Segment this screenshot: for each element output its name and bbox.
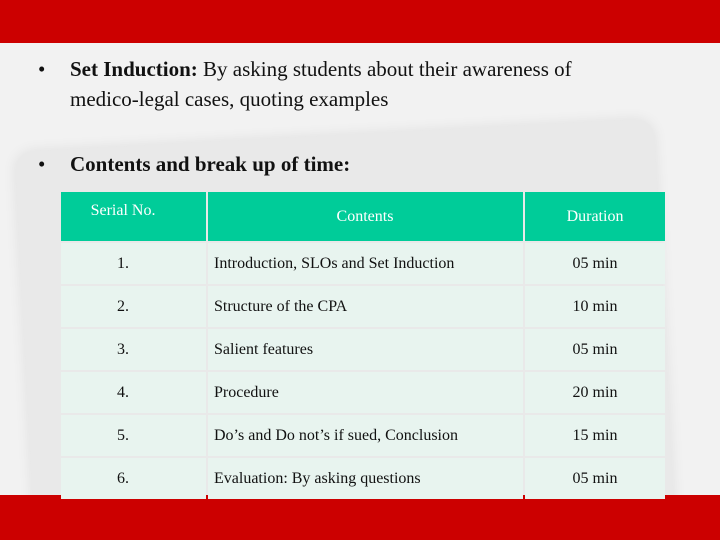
cell-content: Salient features: [208, 329, 523, 370]
cell-serial: 1.: [61, 243, 206, 284]
bullet-text: [70, 54, 572, 114]
cell-content: Do’s and Do not’s if sued, Conclusion: [208, 415, 523, 456]
cell-content: Evaluation: By asking questions: [208, 458, 523, 499]
cell-serial: 2.: [61, 286, 206, 327]
cell-duration: 05 min: [525, 243, 665, 284]
cell-serial: 6.: [61, 458, 206, 499]
bullet-dot: •: [38, 57, 46, 81]
bullet-body-line2: medico-legal cases, quoting examples: [70, 87, 389, 111]
bullet-set-induction: [38, 54, 678, 116]
cell-serial: 5.: [61, 415, 206, 456]
cell-serial: 4.: [61, 372, 206, 413]
cell-duration: 20 min: [525, 372, 665, 413]
bullet-contents: [38, 149, 678, 181]
bullet-body-line1: By asking students about their awareness of: [197, 57, 572, 81]
table-row: [61, 286, 665, 327]
cell-serial: 3.: [61, 329, 206, 370]
cell-duration: 10 min: [525, 286, 665, 327]
cell-duration: 05 min: [525, 329, 665, 370]
cell-duration: 05 min: [525, 458, 665, 499]
cell-content: Structure of the CPA: [208, 286, 523, 327]
cell-duration: 15 min: [525, 415, 665, 456]
cell-content: Procedure: [208, 372, 523, 413]
header-serial: Serial No.: [61, 192, 206, 241]
header-contents: Contents: [208, 192, 523, 241]
top-red-bar: [0, 0, 720, 43]
contents-table: [59, 190, 667, 501]
bullet-label: Contents and break up of time:: [70, 152, 351, 176]
table-header-row: [61, 192, 665, 241]
table-row: [61, 329, 665, 370]
cell-content: Introduction, SLOs and Set Induction: [208, 243, 523, 284]
table-row: [61, 415, 665, 456]
bottom-red-bar: [0, 495, 720, 540]
bullet-dot: •: [38, 152, 46, 176]
table-row: [61, 458, 665, 499]
header-duration: Duration: [525, 192, 665, 241]
table-row: [61, 372, 665, 413]
table-row: [61, 243, 665, 284]
bullet-label: Set Induction:: [70, 57, 198, 81]
